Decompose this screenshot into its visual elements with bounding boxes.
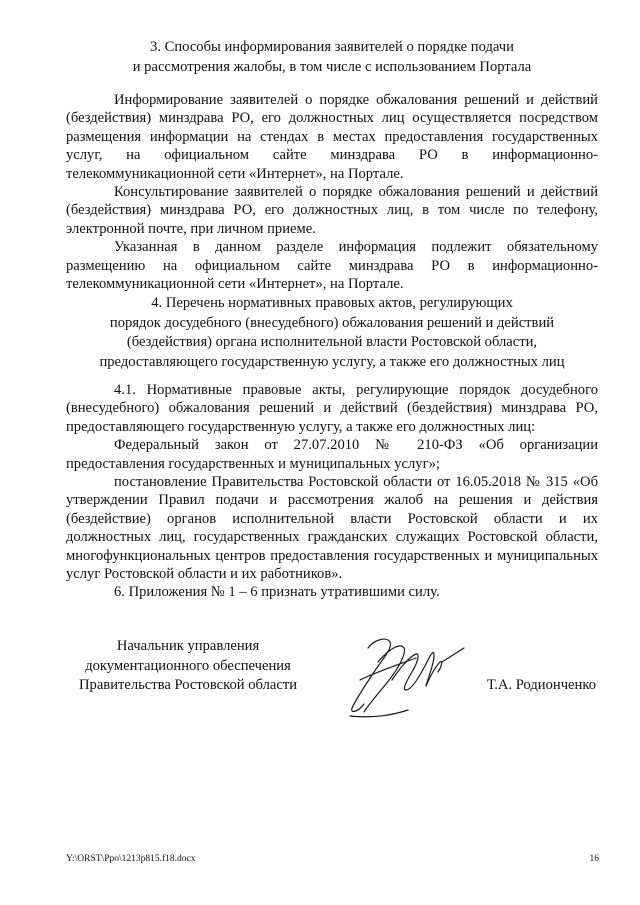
heading-line: (бездействия) органа исполнительной власти Ростовской области, [126,334,538,351]
section-3-body [66,91,598,293]
signer-position-line: документационного обеспечения [85,657,291,674]
handwritten-signature [330,620,470,725]
paragraph: постановление Правительства Ростовской области от 16.05.2018 № 315 «Об утверждении Правил подачи и рассмотрения жалоб на решения и действия (бездействие) органов исполнительной власти Ростовской области и их должностных лиц, государственных гражданских служащих Ростовской области, многофункциональных центров предоставления государственных и муниципальных услуг Ростовской области и их работников». [66,474,598,583]
heading-line: предоставляющего государственную услугу, а также его должностных лиц [99,353,565,370]
section-4-heading [66,294,598,372]
heading-line: 3. Способы информирования заявителей о порядке подачи [150,39,514,55]
paragraph: 4.1. Нормативные правовые акты, регулирующие порядок досудебного (внесудебного) обжалования решений и действий (бездействия) минздрава РО, предоставляющего государственную услугу, а также его должностных лиц: [66,382,598,435]
heading-line: и рассмотрения жалобы, в том числе с использованием Портала [132,58,532,75]
paragraph: Указанная в данном разделе информация подлежит обязательному размещению на официальном сайте минздрава РО в информационно-телекоммуникационной сети «Интернет», на Портале. [66,239,598,293]
signer-position-line: Правительства Ростовской области [78,677,298,694]
heading-line: 4. Перечень нормативных правовых актов, регулирующих [151,295,513,311]
paragraph: 6. Приложения № 1 – 6 признать утратившими силу. [114,584,440,601]
signer-name: Т.А. Родионченко [486,677,596,693]
section-4-body [66,381,598,602]
paragraph: Информирование заявителей о порядке обжалования решений и действий (бездействия) минздрава РО, его должностных лиц осуществляется посредством размещения информации на стендах в местах предоставления государственных услуг, на официальном сайте минздрава РО в информационно-телекоммуникационной сети «Интернет», на Портале. [66,92,598,182]
signer-position [68,637,308,696]
signer-position-line: Начальник управления [116,638,260,654]
heading-line: порядок досудебного (внесудебного) обжалования решений и действий [109,314,555,331]
paragraph: Федеральный закон от 27.07.2010 № 210-ФЗ «Об организации предоставления государственных и муниципальных услуг»; [66,437,598,472]
page-number: 16 [589,854,599,864]
paragraph: Консультирование заявителей о порядке обжалования решений и действий (бездействия) минздрава РО, его должностных лиц, в том числе по телефону, электронной почте, при личном приеме. [66,184,598,237]
section-3-heading [66,38,598,77]
footer-file-path: Y:\ORST\Ppo\1213p815.f18.docx [66,854,196,864]
